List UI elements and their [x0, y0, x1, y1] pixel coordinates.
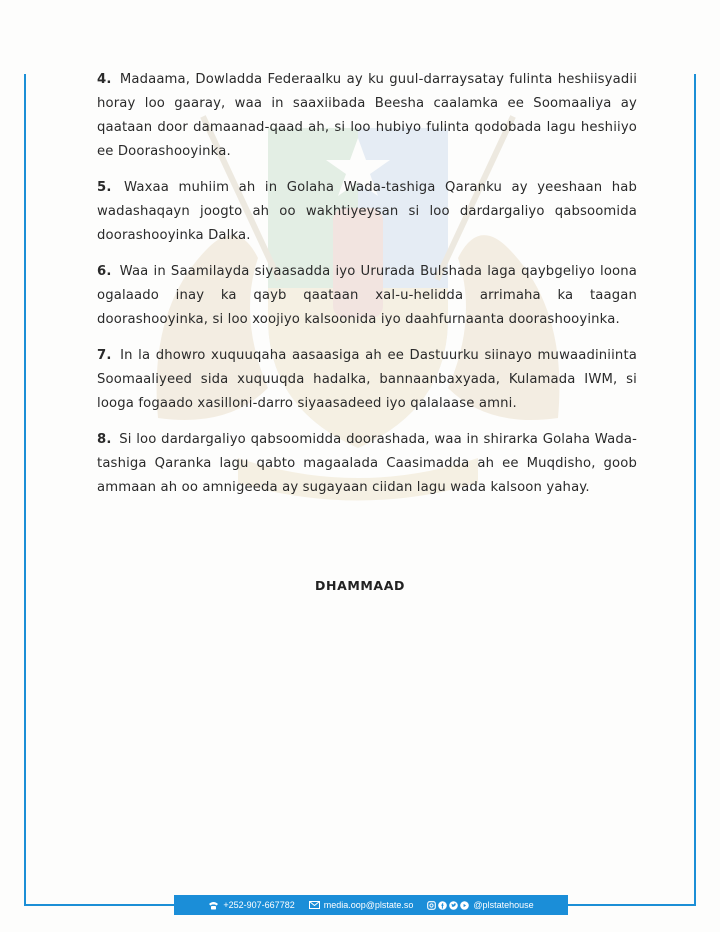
paragraph-text: Madaama, Dowladda Federaalku ay ku guul-darraysatay fulinta heshiisyadii horay loo gaaray, waa in saaxiibada Beesha caalamka ee Soomaaliya ay qaataan door damaanad-qaad ah, si loo hubiyo fulinta qodobada lagu heshiiyo ee Doorashooyinka.: [97, 72, 638, 159]
paragraph-text: In la dhowro xuquuqaha aasaasiga ah ee Dastuurku siinayo muwaadiniinta Soomaaliyeed sida xuquuqda hadalka, bannaanbaxyada, Kulamada IWM, si looga fogaado xasilloni-darro siyaasadeed iyo qalalaase amni.: [97, 348, 637, 411]
paragraph-8: [97, 428, 637, 500]
paragraph-number: 4.: [97, 72, 112, 87]
closing-title: DHAMMAAD: [315, 578, 405, 593]
paragraph-number: 5.: [97, 180, 112, 195]
paragraph-text: Waxaa muhiim ah in Golaha Wada-tashiga Qaranku ay yeeshaan hab wadashaqayn joogto ah oo wakhtiyeysan si loo dardargaliyo qabsoomida doorashooyinka Dalka.: [97, 180, 637, 243]
instagram-icon[interactable]: [427, 901, 436, 910]
paragraph-text: Waa in Saamilayda siyaasadda iyo Ururada Bulshada laga qaybgeliyo loona ogalaado inay ka qayb qaataan xal-u-helidda arrimaha ka taagan doorashooyinka, si loo xoojiyo kalsoonida iyo daahfurnaanta doorashooyinka.: [97, 264, 637, 327]
paragraph-5: [97, 176, 637, 248]
paragraph-7: [97, 344, 637, 416]
footer-email-text: media.oop@plstate.so: [323, 900, 414, 910]
twitter-icon[interactable]: [449, 901, 458, 910]
footer-phone-text: +252-907-667782: [223, 900, 295, 910]
paragraph-6: [97, 260, 637, 332]
contact-footer: [174, 895, 568, 915]
social-icons-group: [427, 901, 469, 910]
paragraph-4: [97, 68, 637, 164]
footer-email[interactable]: [309, 900, 414, 910]
footer-phone[interactable]: [208, 900, 294, 910]
frame-right-border: [694, 74, 696, 906]
paragraph-number: 7.: [97, 348, 112, 363]
frame-bottom-border-right: [568, 904, 696, 906]
paragraph-text: Si loo dardargaliyo qabsoomidda doorashada, waa in shirarka Golaha Wada-tashiga Qaranka lagu qabto magaalada Caasimadda ah ee Muqdisho, goob ammaan ah oo amnigeeda ay sugayaan ciidan lagu wada kalsoon yahay.: [97, 432, 637, 495]
phone-icon: [208, 901, 219, 910]
facebook-icon[interactable]: [438, 901, 447, 910]
youtube-icon[interactable]: [460, 901, 469, 910]
footer-social[interactable]: [427, 900, 533, 910]
frame-left-border: [24, 74, 26, 906]
paragraph-number: 8.: [97, 432, 112, 447]
frame-bottom-border-left: [24, 904, 174, 906]
paragraph-number: 6.: [97, 264, 112, 279]
envelope-icon: [309, 901, 320, 909]
footer-social-handle: @plstatehouse: [473, 900, 534, 910]
document-body: [97, 68, 637, 512]
